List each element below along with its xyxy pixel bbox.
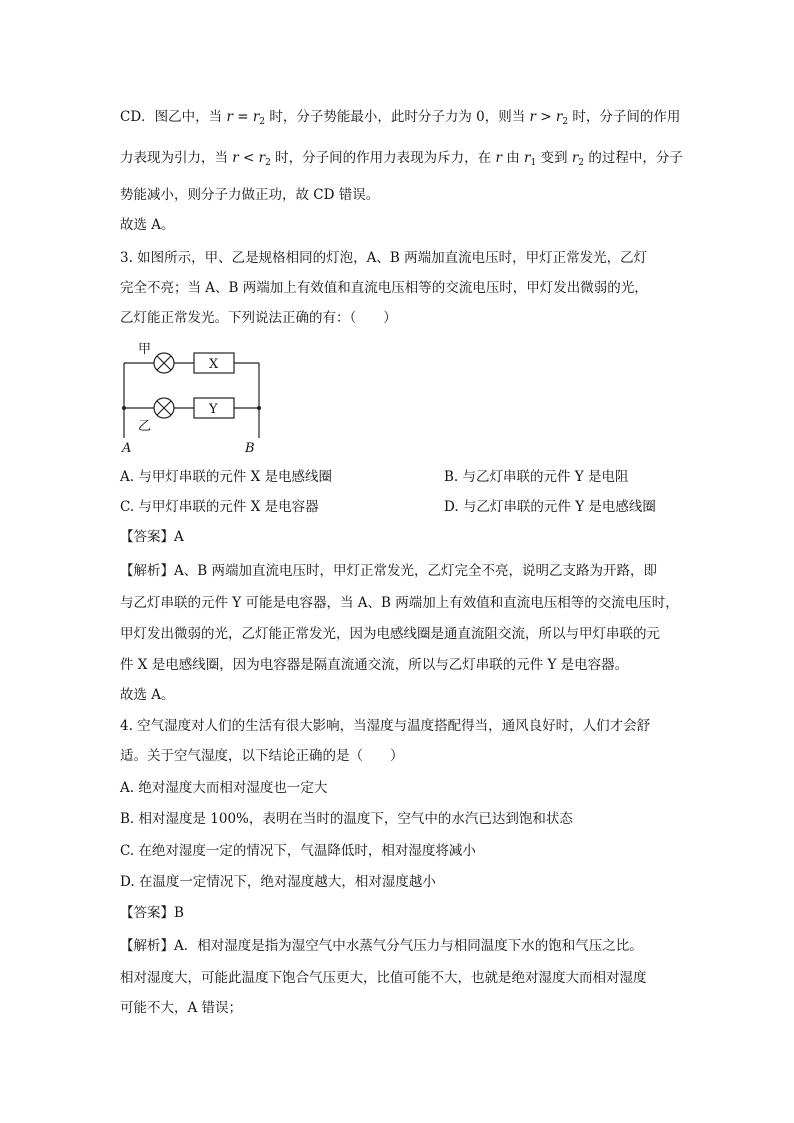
lamp-jia-cross bbox=[157, 356, 171, 370]
q3-option-c: C. 与甲灯串联的元件 X 是电容器 bbox=[120, 499, 319, 515]
math-r-eq-r2: r bbox=[226, 109, 233, 125]
element-x-label: X bbox=[209, 357, 219, 372]
q4-option-b: B. 相对湿度是 100%，表明在当时的温度下，空气中的水汽已达到饱和状态 bbox=[120, 811, 573, 827]
q4-answer: 【答案】B bbox=[120, 905, 184, 921]
q3-stem-line-3: 乙灯能正常发光。下列说法正确的有：（ ） bbox=[120, 310, 397, 326]
element-y-label: Y bbox=[209, 402, 218, 417]
terminal-a-label: A bbox=[122, 441, 132, 456]
cd-analysis-line-1: CD．图乙中，当 $r = r_2$ 时，分子势能最小，此时分子力为 0，则当 $r > r_2$ 时，分子间的作用 bbox=[120, 109, 681, 127]
q3-option-d: D. 与乙灯串联的元件 Y 是电感线圈 bbox=[444, 499, 656, 515]
q3-answer: 【答案】A bbox=[120, 529, 184, 545]
math-r-gt-r2: r bbox=[529, 109, 536, 125]
terminal-b-label: B bbox=[245, 441, 255, 456]
q3-choice: 故选 A。 bbox=[120, 687, 175, 703]
cd-analysis-line-3: 势能减小，则分子力做正功，故 CD 错误。 bbox=[120, 187, 380, 203]
q4-option-d: D. 在温度一定情况下，绝对湿度越大，相对湿度越小 bbox=[120, 874, 436, 890]
junction-left-dot bbox=[122, 406, 126, 410]
lamp-yi-label: 乙 bbox=[138, 419, 152, 434]
q4-analysis-line-1: 【解析】A．相对湿度是指为湿空气中水蒸气分气压力与相同温度下水的饱和气压之比。 bbox=[120, 938, 643, 954]
circuit-diagram bbox=[114, 338, 274, 456]
math-r-lt-r2: r bbox=[232, 150, 239, 166]
q4-stem-line-1: 4. 空气湿度对人们的生活有很大影响，当湿度与温度搭配得当，通风良好时，人们才会舒 bbox=[120, 718, 651, 734]
q4-option-a: A. 绝对湿度大而相对湿度也一定大 bbox=[120, 780, 328, 796]
q3-analysis-line-2: 与乙灯串联的元件 Y 可能是电容器，当 A、B 两端加上有效值和直流电压相等的交流电压时， bbox=[120, 595, 679, 611]
q3-stem-line-1: 3. 如图所示，甲、乙是规格相同的灯泡，A、B 两端加直流电压时，甲灯正常发光，乙灯 bbox=[120, 250, 648, 266]
cd-analysis-line-2: 力表现为引力，当 $r < r_2$ 时，分子间的作用力表现为斥力，在 r 由 $r_1$ 变到 $r_2$ 的过程中，分子 bbox=[120, 150, 683, 168]
q4-option-c: C. 在绝对湿度一定的情况下，气温降低时，相对湿度将减小 bbox=[120, 843, 476, 859]
lamp-jia-label: 甲 bbox=[138, 342, 152, 357]
q4-analysis-line-3: 可能不大，A 错误； bbox=[120, 1000, 243, 1016]
cd-choice: 故选 A。 bbox=[120, 217, 175, 233]
q4-stem-line-2: 适。关于空气湿度，以下结论正确的是（ ） bbox=[120, 748, 404, 764]
q3-analysis-line-4: 件 X 是电感线圈，因为电容器是隔直流通交流，所以与乙灯串联的元件 Y 是电容器。 bbox=[120, 657, 629, 673]
q3-option-a: A. 与甲灯串联的元件 X 是电感线圈 bbox=[120, 469, 333, 485]
lamp-yi-cross bbox=[157, 401, 171, 415]
q3-option-b: B. 与乙灯串联的元件 Y 是电阻 bbox=[444, 469, 629, 485]
q3-analysis-line-3: 甲灯发出微弱的光，乙灯能正常发光，因为电感线圈是通直流阻交流，所以与甲灯串联的元 bbox=[120, 626, 660, 642]
q4-analysis-line-2: 相对湿度大，可能此温度下饱合气压更大，比值可能不大，也就是绝对湿度大而相对湿度 bbox=[120, 970, 647, 986]
junction-right-dot bbox=[257, 406, 261, 410]
q3-analysis-line-1: 【解析】A、B 两端加直流电压时，甲灯正常发光，乙灯完全不亮，说明乙支路为开路，即 bbox=[120, 563, 657, 579]
q3-stem-line-2: 完全不亮；当 A、B 两端加上有效值和直流电压相等的交流电压时，甲灯发出微弱的光， bbox=[120, 280, 648, 296]
